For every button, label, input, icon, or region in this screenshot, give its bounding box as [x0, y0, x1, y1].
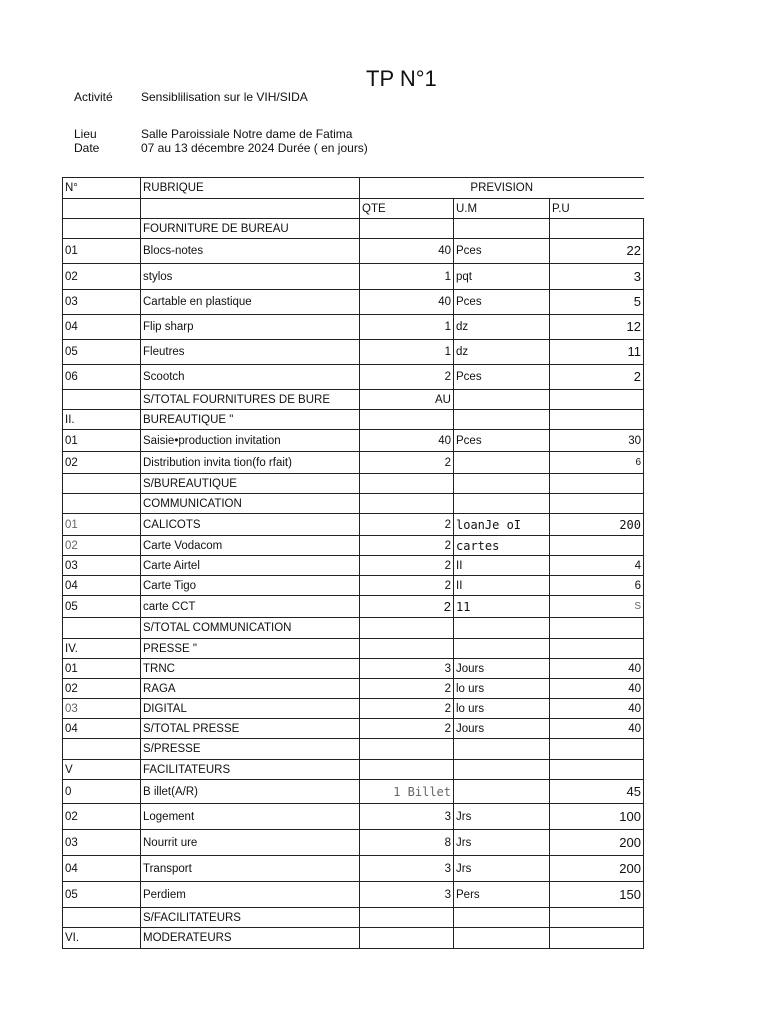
cell-no: V	[63, 760, 141, 780]
cell-um	[454, 494, 550, 514]
table-row	[63, 390, 644, 410]
cell-qte: 2	[360, 576, 454, 596]
cell-pu: 3	[550, 264, 644, 290]
cell-rub: Carte Vodacom	[141, 536, 360, 556]
cell-um: Jours	[454, 659, 550, 679]
cell-qte: 2	[360, 536, 454, 556]
cell-no: 01	[63, 430, 141, 452]
cell-rub: RAGA	[141, 679, 360, 699]
cell-rub: Scootch	[141, 365, 360, 390]
cell-pu: 4	[550, 556, 644, 576]
table-row	[63, 780, 644, 804]
cell-rub: carte CCT	[141, 596, 360, 618]
cell-rub: Transport	[141, 856, 360, 882]
table-row	[63, 699, 644, 719]
cell-no: 04	[63, 315, 141, 340]
cell-rub: CALICOTS	[141, 514, 360, 536]
cell-no: 03	[63, 830, 141, 856]
table-row	[63, 264, 644, 290]
cell-qte	[360, 739, 454, 760]
page-title: TP N°1	[366, 66, 437, 91]
cell-um: lo urs	[454, 699, 550, 719]
cell-rub: S/FACILITATEURS	[141, 908, 360, 928]
table-row	[63, 639, 644, 659]
cell-no: 0	[63, 780, 141, 804]
table-row	[63, 514, 644, 536]
cell-um	[454, 739, 550, 760]
cell-no: 03	[63, 556, 141, 576]
cell-rub: DIGITAL	[141, 699, 360, 719]
cell-no: 04	[63, 719, 141, 739]
cell-qte: 3	[360, 882, 454, 908]
cell-um: Jours	[454, 719, 550, 739]
cell-no: 01	[63, 239, 141, 264]
cell-pu: 200	[550, 856, 644, 882]
cell-pu: 6	[550, 452, 644, 474]
cell-rub: Nourrit ure	[141, 830, 360, 856]
cell-um	[454, 410, 550, 430]
cell-qte	[360, 618, 454, 639]
table-row	[63, 908, 644, 928]
cell-no: 04	[63, 856, 141, 882]
subheader-pu: P.U	[550, 199, 644, 219]
cell-rub: FOURNITURE DE BUREAU	[141, 219, 360, 239]
table-header-row	[63, 178, 644, 199]
cell-qte: 1	[360, 315, 454, 340]
table-row	[63, 760, 644, 780]
cell-qte: 40	[360, 239, 454, 264]
table-row	[63, 474, 644, 494]
table-row	[63, 219, 644, 239]
place-label: Lieu	[74, 127, 97, 141]
table-row	[63, 679, 644, 699]
cell-qte	[360, 219, 454, 239]
cell-no: 02	[63, 679, 141, 699]
header-no: N°	[63, 178, 141, 199]
cell-no: 02	[63, 452, 141, 474]
table-row	[63, 340, 644, 365]
cell-um	[454, 474, 550, 494]
table-row	[63, 239, 644, 264]
cell-pu	[550, 618, 644, 639]
table-row	[63, 410, 644, 430]
table-row	[63, 856, 644, 882]
cell-pu	[550, 410, 644, 430]
cell-rub: Saisie•production invitation	[141, 430, 360, 452]
cell-pu: 100	[550, 804, 644, 830]
cell-no: 01	[63, 514, 141, 536]
cell-um	[454, 760, 550, 780]
cell-no: 02	[63, 804, 141, 830]
cell-um: pqt	[454, 264, 550, 290]
cell-um: cartes	[454, 536, 550, 556]
cell-qte: 40	[360, 430, 454, 452]
place-value: Salle Paroissiale Notre dame de Fatima	[141, 127, 353, 141]
cell-um	[454, 908, 550, 928]
cell-um: Jrs	[454, 804, 550, 830]
cell-pu: 150	[550, 882, 644, 908]
budget-table	[62, 177, 644, 949]
cell-no: 03	[63, 699, 141, 719]
cell-no: II.	[63, 410, 141, 430]
table-row	[63, 804, 644, 830]
cell-qte: 2	[360, 452, 454, 474]
cell-qte	[360, 908, 454, 928]
subheader-empty	[141, 199, 360, 219]
table-row	[63, 365, 644, 390]
cell-rub: FACILITATEURS	[141, 760, 360, 780]
cell-no	[63, 618, 141, 639]
cell-no	[63, 908, 141, 928]
cell-pu	[550, 536, 644, 556]
header-prevision: PREVISION	[360, 178, 644, 199]
cell-rub: PRESSE "	[141, 639, 360, 659]
cell-rub: B illet(A/R)	[141, 780, 360, 804]
cell-no: 05	[63, 882, 141, 908]
cell-no: 02	[63, 264, 141, 290]
cell-pu	[550, 739, 644, 760]
table-row	[63, 430, 644, 452]
table-row	[63, 576, 644, 596]
table-row	[63, 719, 644, 739]
cell-qte: 2	[360, 514, 454, 536]
cell-qte	[360, 474, 454, 494]
cell-no: 05	[63, 340, 141, 365]
table-row	[63, 315, 644, 340]
cell-um	[454, 780, 550, 804]
cell-um: Jrs	[454, 830, 550, 856]
cell-pu: S	[550, 596, 644, 618]
cell-qte: 2	[360, 699, 454, 719]
cell-no: 02	[63, 536, 141, 556]
cell-no: VI.	[63, 928, 141, 949]
cell-no: 04	[63, 576, 141, 596]
cell-um: Pces	[454, 290, 550, 315]
subheader-um: U.M	[454, 199, 550, 219]
cell-qte: AU	[360, 390, 454, 410]
cell-pu: 22	[550, 239, 644, 264]
cell-pu: 30	[550, 430, 644, 452]
cell-pu	[550, 219, 644, 239]
cell-pu: 11	[550, 340, 644, 365]
date-label: Date	[74, 141, 100, 155]
cell-no	[63, 739, 141, 760]
cell-qte	[360, 928, 454, 949]
cell-um: loanJe oI	[454, 514, 550, 536]
cell-no: IV.	[63, 639, 141, 659]
cell-rub: Carte Airtel	[141, 556, 360, 576]
cell-qte: 3	[360, 659, 454, 679]
cell-pu: 12	[550, 315, 644, 340]
cell-qte: 2	[360, 596, 454, 618]
cell-qte: 1	[360, 264, 454, 290]
cell-qte: 2	[360, 365, 454, 390]
cell-no	[63, 219, 141, 239]
cell-um	[454, 928, 550, 949]
cell-um	[454, 452, 550, 474]
cell-no	[63, 474, 141, 494]
cell-qte: 3	[360, 804, 454, 830]
cell-pu	[550, 928, 644, 949]
cell-pu: 200	[550, 830, 644, 856]
subheader-empty	[63, 199, 141, 219]
cell-no: 06	[63, 365, 141, 390]
cell-qte	[360, 494, 454, 514]
table-row	[63, 830, 644, 856]
cell-um: dz	[454, 315, 550, 340]
subheader-qte: QTE	[360, 199, 454, 219]
cell-pu	[550, 908, 644, 928]
cell-um	[454, 390, 550, 410]
cell-rub: Cartable en plastique	[141, 290, 360, 315]
cell-rub: S/TOTAL FOURNITURES DE BURE	[141, 390, 360, 410]
activity-label: Activité	[74, 90, 113, 104]
table-row	[63, 739, 644, 760]
cell-qte: 2	[360, 556, 454, 576]
table-row	[63, 290, 644, 315]
cell-um: Pces	[454, 239, 550, 264]
cell-qte: 2	[360, 719, 454, 739]
cell-qte: 1	[360, 340, 454, 365]
cell-um: 11	[454, 596, 550, 618]
cell-um: Pces	[454, 430, 550, 452]
table-row	[63, 494, 644, 514]
cell-um	[454, 618, 550, 639]
cell-pu	[550, 474, 644, 494]
cell-rub: stylos	[141, 264, 360, 290]
cell-pu: 2	[550, 365, 644, 390]
table-row	[63, 659, 644, 679]
table-row	[63, 596, 644, 618]
table-row	[63, 452, 644, 474]
cell-rub: Flip sharp	[141, 315, 360, 340]
cell-um	[454, 219, 550, 239]
cell-um: Pces	[454, 365, 550, 390]
cell-um: dz	[454, 340, 550, 365]
cell-pu: 40	[550, 659, 644, 679]
cell-um	[454, 639, 550, 659]
cell-rub: Distribution invita tion(fo rfait)	[141, 452, 360, 474]
cell-rub: Logement	[141, 804, 360, 830]
cell-no	[63, 390, 141, 410]
date-value: 07 au 13 décembre 2024 Durée ( en jours)	[141, 141, 368, 155]
cell-pu: 45	[550, 780, 644, 804]
table-subheader-row	[63, 199, 644, 219]
cell-pu: 40	[550, 699, 644, 719]
cell-rub: S/PRESSE	[141, 739, 360, 760]
cell-no: 03	[63, 290, 141, 315]
table-row	[63, 882, 644, 908]
cell-um: II	[454, 556, 550, 576]
cell-rub: Blocs-notes	[141, 239, 360, 264]
cell-qte: 3	[360, 856, 454, 882]
cell-qte: 8	[360, 830, 454, 856]
cell-rub: Fleutres	[141, 340, 360, 365]
cell-pu	[550, 760, 644, 780]
cell-rub: Carte Tigo	[141, 576, 360, 596]
cell-pu	[550, 639, 644, 659]
cell-rub: S/BUREAUTIQUE	[141, 474, 360, 494]
cell-rub: COMMUNICATION	[141, 494, 360, 514]
table-row	[63, 928, 644, 949]
cell-pu: 40	[550, 679, 644, 699]
cell-um: Jrs	[454, 856, 550, 882]
cell-qte	[360, 760, 454, 780]
table-row	[63, 536, 644, 556]
cell-rub: MODERATEURS	[141, 928, 360, 949]
cell-um: Pers	[454, 882, 550, 908]
cell-rub: TRNC	[141, 659, 360, 679]
cell-um: lo urs	[454, 679, 550, 699]
cell-pu	[550, 390, 644, 410]
activity-value: Sensiblilisation sur le VIH/SIDA	[141, 90, 308, 104]
cell-um: II	[454, 576, 550, 596]
cell-rub: Perdiem	[141, 882, 360, 908]
cell-pu	[550, 494, 644, 514]
cell-rub: BUREAUTIQUE "	[141, 410, 360, 430]
cell-no: 05	[63, 596, 141, 618]
cell-qte: 1 Billet	[360, 780, 454, 804]
cell-no: 01	[63, 659, 141, 679]
cell-pu: 40	[550, 719, 644, 739]
cell-no	[63, 494, 141, 514]
cell-qte: 40	[360, 290, 454, 315]
table-row	[63, 556, 644, 576]
cell-pu: 200	[550, 514, 644, 536]
table-row	[63, 618, 644, 639]
cell-rub: S/TOTAL PRESSE	[141, 719, 360, 739]
cell-pu: 6	[550, 576, 644, 596]
cell-qte	[360, 410, 454, 430]
cell-pu: 5	[550, 290, 644, 315]
cell-rub: S/TOTAL COMMUNICATION	[141, 618, 360, 639]
cell-qte	[360, 639, 454, 659]
cell-qte: 2	[360, 679, 454, 699]
header-rubrique: RUBRIQUE	[141, 178, 360, 199]
